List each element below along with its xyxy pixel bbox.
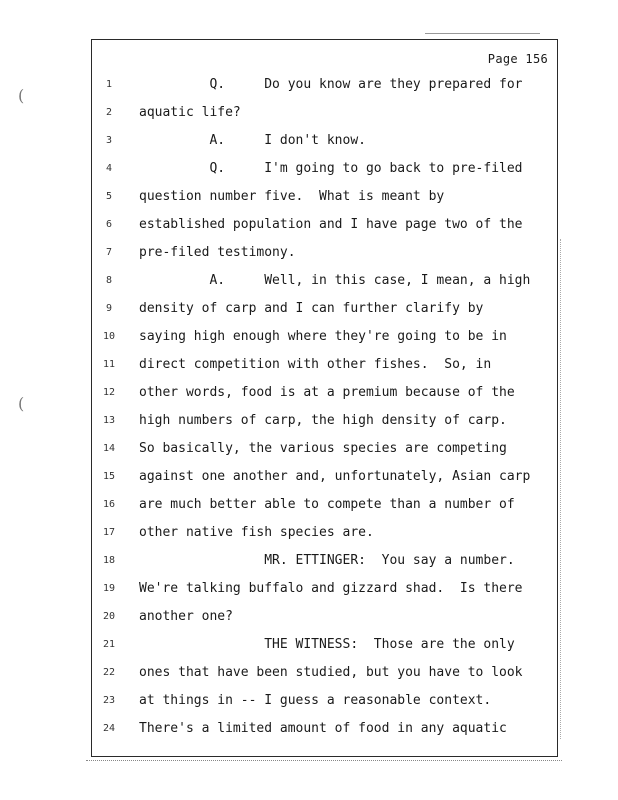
line-text: other native fish species are. — [139, 525, 374, 540]
line-text: A. Well, in this case, I mean, a high — [139, 273, 531, 288]
line-text: ones that have been studied, but you have to look — [139, 665, 523, 680]
transcript-line — [92, 411, 557, 431]
transcript-line — [92, 607, 557, 627]
line-number: 3 — [105, 135, 113, 146]
line-text: saying high enough where they're going to be in — [139, 329, 507, 344]
line-text: question number five. What is meant by — [139, 189, 445, 204]
line-number: 22 — [102, 667, 116, 678]
line-text: There's a limited amount of food in any aquatic — [139, 721, 507, 736]
page-number: Page 156 — [487, 52, 548, 66]
transcript-page — [91, 39, 558, 757]
line-text: A. I don't know. — [139, 133, 366, 148]
line-number: 20 — [102, 611, 116, 622]
line-number: 18 — [102, 555, 116, 566]
top-edge-rule — [425, 33, 540, 35]
line-number: 15 — [102, 471, 116, 482]
line-number: 19 — [102, 583, 116, 594]
transcript-line — [92, 243, 557, 263]
line-text: aquatic life? — [139, 105, 241, 120]
line-number: 5 — [105, 191, 113, 202]
line-number: 6 — [105, 219, 113, 230]
transcript-line — [92, 495, 557, 515]
line-text: MR. ETTINGER: You say a number. — [139, 553, 515, 568]
line-number: 4 — [105, 163, 113, 174]
transcript-line — [92, 355, 557, 375]
line-number: 16 — [102, 499, 116, 510]
line-number: 13 — [102, 415, 116, 426]
line-number: 17 — [102, 527, 116, 538]
transcript-line — [92, 159, 557, 179]
line-number: 11 — [102, 359, 116, 370]
line-number: 23 — [102, 695, 116, 706]
line-text: We're talking buffalo and gizzard shad. Is there — [139, 581, 523, 596]
line-text: another one? — [139, 609, 233, 624]
transcript-line — [92, 75, 557, 95]
line-text: high numbers of carp, the high density of carp. — [139, 413, 507, 428]
punch-hole-mark: ( — [18, 394, 25, 413]
transcript-line — [92, 215, 557, 235]
line-text: at things in -- I guess a reasonable context. — [139, 693, 492, 708]
transcript-line — [92, 467, 557, 487]
transcript-line — [92, 383, 557, 403]
transcript-line — [92, 439, 557, 459]
line-text: against one another and, unfortunately, Asian carp — [139, 469, 531, 484]
transcript-line — [92, 299, 557, 319]
line-text: Q. Do you know are they prepared for — [139, 77, 523, 92]
punch-hole-mark: ( — [18, 86, 25, 105]
line-number: 12 — [102, 387, 116, 398]
line-number: 1 — [105, 79, 113, 90]
line-text: Q. I'm going to go back to pre-filed — [139, 161, 523, 176]
transcript-line — [92, 691, 557, 711]
line-text: pre-filed testimony. — [139, 245, 296, 260]
transcript-line — [92, 523, 557, 543]
transcript-line — [92, 719, 557, 739]
bottom-edge-rule — [86, 760, 562, 762]
transcript-line — [92, 271, 557, 291]
transcript-line — [92, 579, 557, 599]
line-number: 2 — [105, 107, 113, 118]
line-number: 24 — [102, 723, 116, 734]
line-text: THE WITNESS: Those are the only — [139, 637, 515, 652]
line-number: 8 — [105, 275, 113, 286]
line-text: established population and I have page two of the — [139, 217, 523, 232]
transcript-line — [92, 103, 557, 123]
line-number: 10 — [102, 331, 116, 342]
line-number: 9 — [105, 303, 113, 314]
transcript-line — [92, 635, 557, 655]
transcript-line — [92, 663, 557, 683]
line-text: So basically, the various species are competing — [139, 441, 507, 456]
transcript-line — [92, 551, 557, 571]
line-number: 14 — [102, 443, 116, 454]
line-number: 7 — [105, 247, 113, 258]
right-margin-line — [560, 239, 562, 739]
line-text: density of carp and I can further clarify by — [139, 301, 484, 316]
line-text: direct competition with other fishes. So, in — [139, 357, 492, 372]
transcript-line — [92, 187, 557, 207]
transcript-line — [92, 327, 557, 347]
line-number: 21 — [102, 639, 116, 650]
line-text: other words, food is at a premium because of the — [139, 385, 515, 400]
line-text: are much better able to compete than a number of — [139, 497, 515, 512]
transcript-line — [92, 131, 557, 151]
